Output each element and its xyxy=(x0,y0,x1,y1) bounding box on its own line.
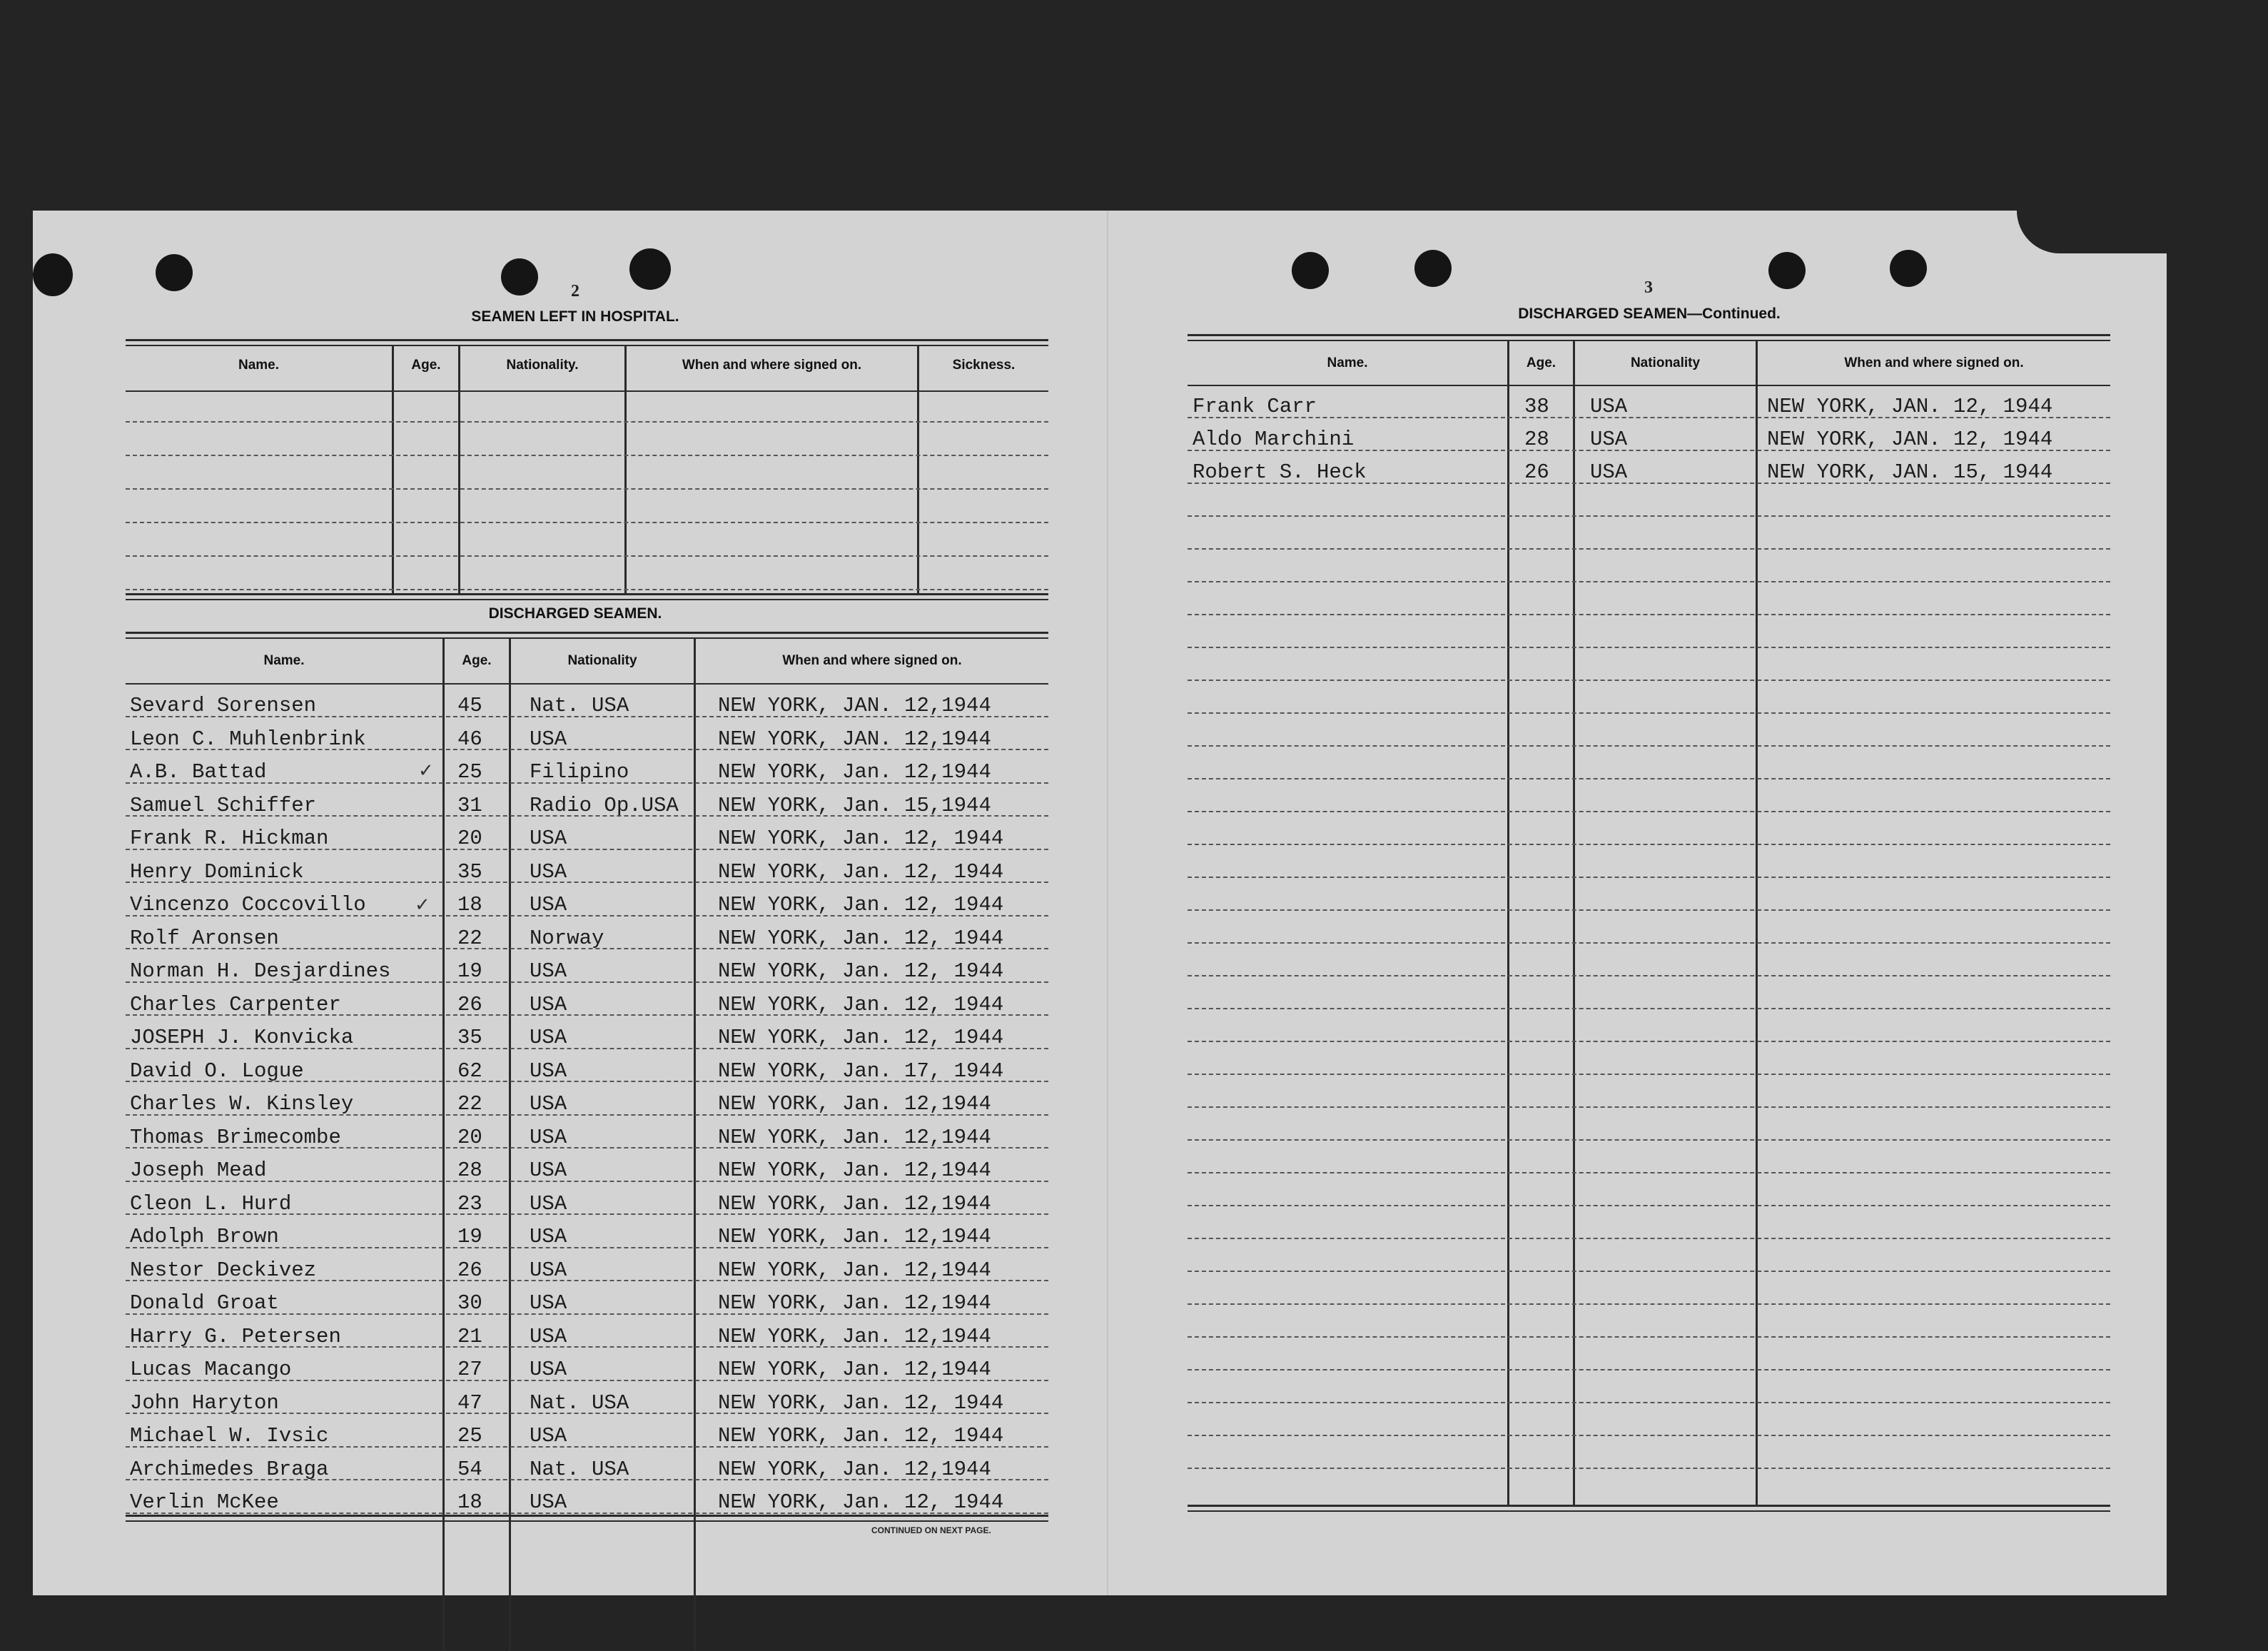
continued-header-name: Name. xyxy=(1327,355,1368,370)
seaman-nationality: USA xyxy=(530,1125,567,1149)
row-rule xyxy=(1188,548,2110,550)
row-rule xyxy=(1188,877,2110,878)
seaman-signed-on: NEW YORK, Jan. 12, 1944 xyxy=(718,893,1004,917)
row-rule xyxy=(1188,942,2110,944)
row-rule xyxy=(1188,1205,2110,1206)
seaman-age: 28 xyxy=(457,1158,482,1182)
seaman-signed-on: NEW YORK, Jan. 12,1944 xyxy=(718,760,991,784)
continued-header-nationality: Nationality xyxy=(1630,355,1701,370)
row-rule xyxy=(1188,975,2110,976)
seaman-signed-on: NEW YORK, Jan. 12,1944 xyxy=(718,1125,991,1149)
seaman-name: Frank Carr xyxy=(1193,395,1317,418)
seaman-nationality: Filipino xyxy=(530,760,629,784)
seaman-nationality: USA xyxy=(530,1191,567,1216)
seaman-name: Cleon L. Hurd xyxy=(130,1191,292,1216)
seaman-signed-on: NEW YORK, JAN. 12,1944 xyxy=(718,694,991,717)
seaman-nationality: USA xyxy=(530,1424,567,1448)
discharged-header-age: Age. xyxy=(462,653,492,668)
seaman-signed-on: NEW YORK, Jan. 12,1944 xyxy=(718,1191,991,1216)
seaman-nationality: Nat. USA xyxy=(530,694,629,717)
seaman-nationality: USA xyxy=(1590,460,1628,484)
seaman-age: 26 xyxy=(1524,460,1549,484)
seaman-name: Aldo Marchini xyxy=(1193,428,1355,451)
seaman-nationality: USA xyxy=(1590,428,1628,451)
seaman-age: 35 xyxy=(457,1026,482,1049)
seaman-name: JOSEPH J. Konvicka xyxy=(130,1026,354,1049)
seaman-age: 19 xyxy=(457,959,482,983)
seaman-signed-on: NEW YORK, Jan. 17, 1944 xyxy=(718,1059,1004,1083)
seaman-signed-on: NEW YORK, Jan. 12, 1944 xyxy=(718,1424,1004,1448)
row-rule xyxy=(126,589,1048,590)
seaman-signed-on: NEW YORK, Jan. 12, 1944 xyxy=(718,1490,1004,1514)
seaman-name: Sevard Sorensen xyxy=(130,694,317,717)
seaman-age: 45 xyxy=(457,694,482,717)
discharged-header-nationality: Nationality xyxy=(567,653,637,668)
seaman-signed-on: NEW YORK, JAN. 12,1944 xyxy=(718,727,991,751)
row-rule xyxy=(1188,1106,2110,1108)
row-rule xyxy=(126,555,1048,557)
row-rule xyxy=(126,421,1048,423)
seaman-age: 22 xyxy=(457,926,482,950)
seaman-age: 22 xyxy=(457,1092,482,1116)
hospital-header-name: Name. xyxy=(238,358,280,373)
row-rule xyxy=(126,488,1048,490)
seaman-signed-on: NEW YORK, Jan. 12, 1944 xyxy=(718,992,1004,1016)
seaman-nationality: USA xyxy=(530,992,567,1016)
row-rule xyxy=(1188,1172,2110,1173)
seaman-signed-on: NEW YORK, JAN. 12, 1944 xyxy=(1767,428,2053,451)
seaman-age: 31 xyxy=(457,793,482,817)
row-rule xyxy=(1188,1074,2110,1075)
hospital-header-signed-on: When and where signed on. xyxy=(682,358,862,373)
seaman-name: Joseph Mead xyxy=(130,1158,267,1182)
row-rule xyxy=(1188,778,2110,779)
seaman-name: Leon C. Muhlenbrink xyxy=(130,727,366,751)
row-rule xyxy=(1188,1139,2110,1141)
seaman-nationality: Nat. USA xyxy=(530,1390,629,1415)
seaman-age: 25 xyxy=(457,760,482,784)
hospital-header-sickness: Sickness. xyxy=(952,358,1016,373)
seaman-nationality: USA xyxy=(1590,395,1628,418)
seaman-nationality: USA xyxy=(530,1324,567,1348)
seaman-age: 27 xyxy=(457,1358,482,1381)
row-rule xyxy=(1188,680,2110,681)
row-rule xyxy=(1188,1468,2110,1469)
seaman-nationality: USA xyxy=(530,1026,567,1049)
seaman-age: 38 xyxy=(1524,395,1549,418)
seaman-age: 62 xyxy=(457,1059,482,1083)
row-rule xyxy=(1188,647,2110,648)
seaman-name: Charles Carpenter xyxy=(130,992,341,1016)
hospital-header-nationality: Nationality. xyxy=(506,358,579,373)
seaman-name: Lucas Macango xyxy=(130,1358,292,1381)
seaman-name: Norman H. Desjardines xyxy=(130,959,391,983)
seaman-nationality: Norway xyxy=(530,926,604,950)
seaman-name: Nestor Deckivez xyxy=(130,1258,317,1282)
hospital-title: SEAMEN LEFT IN HOSPITAL. xyxy=(471,308,679,325)
seaman-name: Frank R. Hickman xyxy=(130,827,329,850)
seaman-age: 35 xyxy=(457,859,482,884)
row-rule xyxy=(1188,811,2110,812)
row-rule xyxy=(1188,745,2110,747)
seaman-name: Verlin McKee xyxy=(130,1490,279,1514)
seaman-age: 46 xyxy=(457,727,482,751)
seaman-age: 23 xyxy=(457,1191,482,1216)
seaman-name: Robert S. Heck xyxy=(1193,460,1367,484)
row-rule xyxy=(1188,1303,2110,1305)
row-rule xyxy=(1188,1369,2110,1370)
seaman-age: 54 xyxy=(457,1457,482,1481)
seaman-name: John Haryton xyxy=(130,1390,279,1415)
row-rule xyxy=(1188,614,2110,615)
seaman-name: Thomas Brimecombe xyxy=(130,1125,341,1149)
seaman-age: 26 xyxy=(457,992,482,1016)
seaman-signed-on: NEW YORK, Jan. 12,1944 xyxy=(718,1158,991,1182)
seaman-signed-on: NEW YORK, Jan. 12,1944 xyxy=(718,1324,991,1348)
hospital-header-age: Age. xyxy=(411,358,441,373)
row-rule xyxy=(1188,1238,2110,1239)
seaman-nationality: Nat. USA xyxy=(530,1457,629,1481)
seaman-name: Donald Groat xyxy=(130,1291,279,1315)
seaman-signed-on: NEW YORK, Jan. 12,1944 xyxy=(718,1258,991,1282)
row-rule xyxy=(1188,1336,2110,1338)
row-rule xyxy=(1188,515,2110,517)
seaman-nationality: USA xyxy=(530,1158,567,1182)
seaman-name: Adolph Brown xyxy=(130,1225,279,1248)
seaman-signed-on: NEW YORK, JAN. 12, 1944 xyxy=(1767,395,2053,418)
row-rule xyxy=(126,455,1048,456)
seaman-signed-on: NEW YORK, Jan. 12, 1944 xyxy=(718,959,1004,983)
seaman-nationality: USA xyxy=(530,893,567,917)
row-rule xyxy=(1188,1041,2110,1042)
continued-title: DISCHARGED SEAMEN—Continued. xyxy=(1518,306,1781,322)
seaman-signed-on: NEW YORK, JAN. 15, 1944 xyxy=(1767,460,2053,484)
seaman-name: Rolf Aronsen xyxy=(130,926,279,950)
continued-note: CONTINUED ON NEXT PAGE. xyxy=(871,1525,991,1535)
discharged-header-signed-on: When and where signed on. xyxy=(782,653,962,668)
seaman-signed-on: NEW YORK, Jan. 12,1944 xyxy=(718,1092,991,1116)
seaman-name: Vincenzo Coccovillo xyxy=(130,893,366,917)
seaman-name: Harry G. Petersen xyxy=(130,1324,341,1348)
seaman-nationality: USA xyxy=(530,1059,567,1083)
seaman-age: 20 xyxy=(457,1125,482,1149)
seaman-signed-on: NEW YORK, Jan. 12, 1944 xyxy=(718,926,1004,950)
seaman-signed-on: NEW YORK, Jan. 12,1944 xyxy=(718,1225,991,1248)
left-page xyxy=(33,211,1107,1595)
seaman-age: 18 xyxy=(457,1490,482,1514)
seaman-nationality: USA xyxy=(530,1258,567,1282)
seaman-signed-on: NEW YORK, Jan. 12, 1944 xyxy=(718,859,1004,884)
continued-header-signed-on: When and where signed on. xyxy=(1844,355,2024,370)
seaman-nationality: USA xyxy=(530,727,567,751)
row-rule xyxy=(1188,1435,2110,1436)
ledger-sheet xyxy=(33,211,2167,1595)
page-number: 2 xyxy=(571,282,579,301)
row-rule xyxy=(1188,1008,2110,1009)
continued-header-age: Age. xyxy=(1526,355,1556,370)
seaman-name: Archimedes Braga xyxy=(130,1457,329,1481)
check-mark: ✓ xyxy=(415,894,430,915)
seaman-nationality: USA xyxy=(530,1092,567,1116)
seaman-nationality: USA xyxy=(530,859,567,884)
seaman-signed-on: NEW YORK, Jan. 15,1944 xyxy=(718,793,991,817)
seaman-age: 19 xyxy=(457,1225,482,1248)
row-rule xyxy=(1188,1402,2110,1403)
seaman-signed-on: NEW YORK, Jan. 12, 1944 xyxy=(718,1390,1004,1415)
seaman-age: 18 xyxy=(457,893,482,917)
seaman-nationality: USA xyxy=(530,1358,567,1381)
seaman-nationality: USA xyxy=(530,827,567,850)
seaman-age: 21 xyxy=(457,1324,482,1348)
row-rule xyxy=(1188,909,2110,911)
row-rule xyxy=(1188,1271,2110,1272)
seaman-nationality: USA xyxy=(530,1291,567,1315)
seaman-age: 25 xyxy=(457,1424,482,1448)
row-rule xyxy=(1188,712,2110,714)
row-rule xyxy=(1188,581,2110,582)
seaman-name: Henry Dominick xyxy=(130,859,304,884)
seaman-age: 28 xyxy=(1524,428,1549,451)
seaman-nationality: USA xyxy=(530,959,567,983)
right-page xyxy=(1107,211,2167,1595)
check-mark: ✓ xyxy=(418,760,434,781)
seaman-name: Charles W. Kinsley xyxy=(130,1092,354,1116)
discharged-header-name: Name. xyxy=(263,653,305,668)
seaman-name: Samuel Schiffer xyxy=(130,793,317,817)
seaman-age: 47 xyxy=(457,1390,482,1415)
discharged-title: DISCHARGED SEAMEN. xyxy=(488,605,662,622)
seaman-nationality: USA xyxy=(530,1225,567,1248)
seaman-age: 20 xyxy=(457,827,482,850)
row-rule xyxy=(1188,844,2110,845)
seaman-signed-on: NEW YORK, Jan. 12, 1944 xyxy=(718,827,1004,850)
seaman-age: 26 xyxy=(457,1258,482,1282)
seaman-name: David O. Logue xyxy=(130,1059,304,1083)
seaman-signed-on: NEW YORK, Jan. 12,1944 xyxy=(718,1457,991,1481)
row-rule xyxy=(126,522,1048,523)
seaman-signed-on: NEW YORK, Jan. 12, 1944 xyxy=(718,1026,1004,1049)
seaman-name: Michael W. Ivsic xyxy=(130,1424,329,1448)
page-number: 3 xyxy=(1644,278,1653,297)
seaman-signed-on: NEW YORK, Jan. 12,1944 xyxy=(718,1358,991,1381)
seaman-nationality: USA xyxy=(530,1490,567,1514)
seaman-name: A.B. Battad xyxy=(130,760,267,784)
seaman-nationality: Radio Op.USA xyxy=(530,793,679,817)
seaman-signed-on: NEW YORK, Jan. 12,1944 xyxy=(718,1291,991,1315)
seaman-age: 30 xyxy=(457,1291,482,1315)
